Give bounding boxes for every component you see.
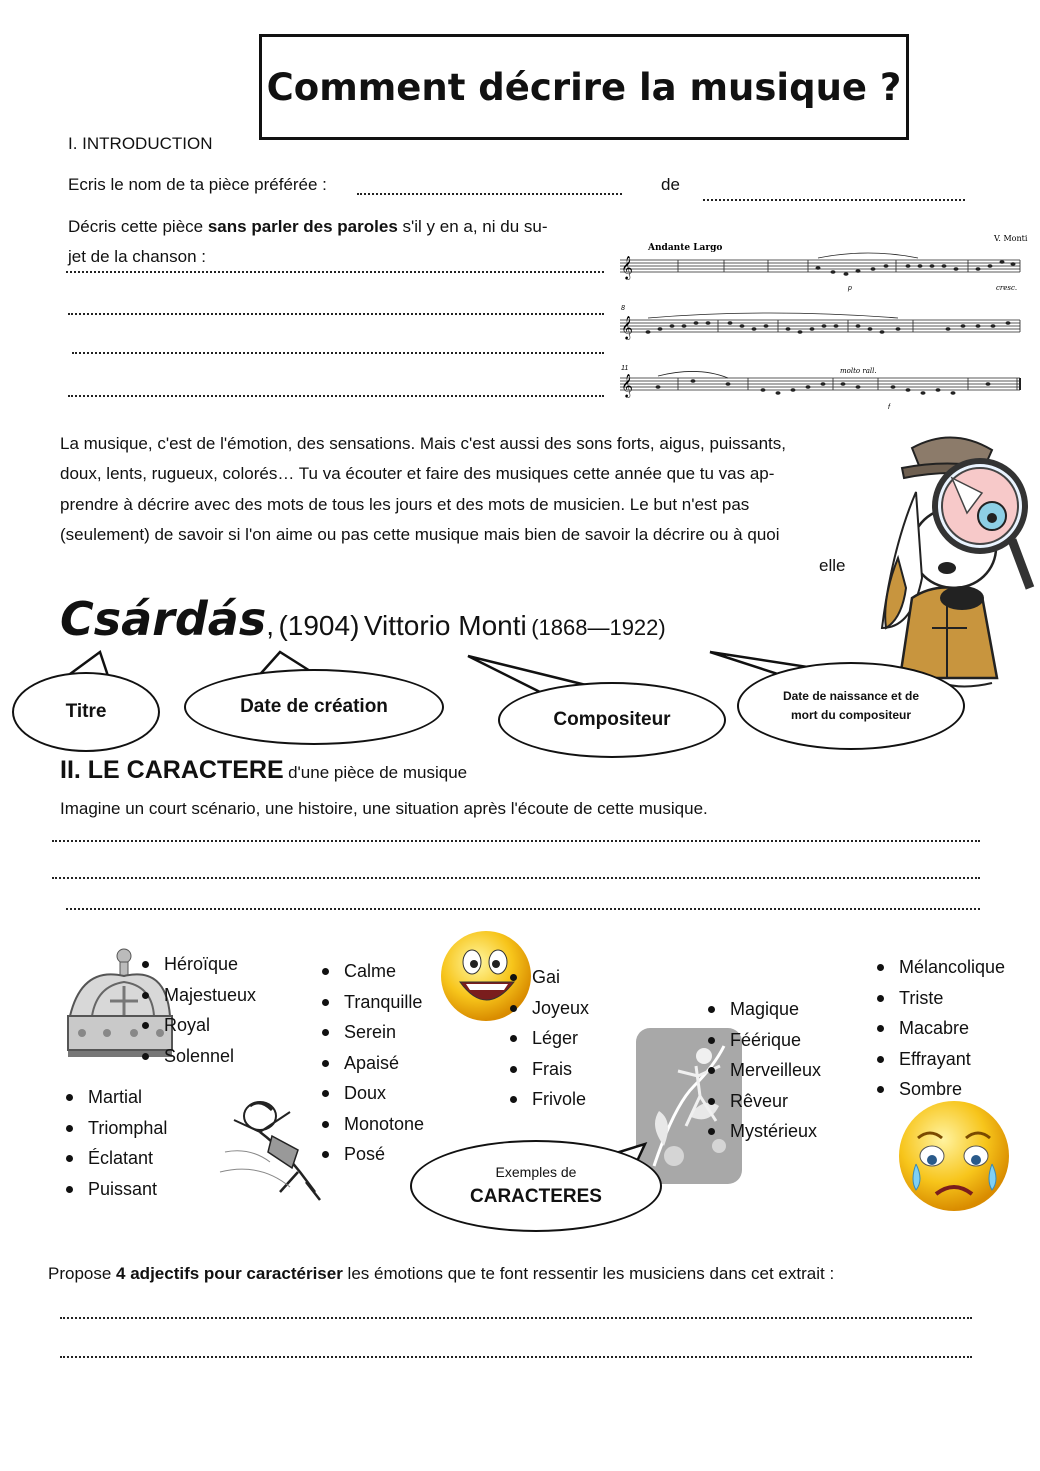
list-magique xyxy=(706,994,821,1147)
list-item: Macabre xyxy=(875,1013,1005,1044)
list-calme xyxy=(320,956,424,1170)
describe-line2: jet de la chanson : xyxy=(68,247,206,266)
section-caractere-heading xyxy=(60,756,467,785)
piece-dates: (1868—1922) xyxy=(531,615,666,640)
score-m8: 8 xyxy=(621,305,625,312)
fav-de: de xyxy=(661,175,680,194)
svg-text:𝄞: 𝄞 xyxy=(621,373,633,397)
propose-instruction xyxy=(48,1259,834,1289)
exemples-line2: CARACTERES xyxy=(470,1186,602,1207)
list-item: Frais xyxy=(508,1054,589,1085)
svg-text:𝄞: 𝄞 xyxy=(621,255,633,279)
list-item: Calme xyxy=(320,956,424,987)
exemples-bubble xyxy=(410,1140,662,1232)
scenario-line-2[interactable] xyxy=(52,877,980,879)
paragraph-line-2: doux, lents, rugueux, colorés… Tu va écouter et faire des musiques cette année que tu vas ap- xyxy=(60,464,775,483)
propose-part1: Propose xyxy=(48,1264,117,1283)
list-item: Féérique xyxy=(706,1025,821,1056)
list-heroique xyxy=(140,949,256,1071)
piece-year: (1904) xyxy=(278,610,360,641)
piece-composer: Vittorio Monti xyxy=(363,610,527,641)
crying-smiley-icon xyxy=(896,1098,1016,1216)
page-title: Comment décrire la musique ? xyxy=(266,65,902,109)
score-rall: molto rall. xyxy=(840,367,877,375)
list-item: Éclatant xyxy=(64,1143,167,1174)
paragraph-line-4: (seulement) de savoir si l'on aime ou pas cette musique mais bien de savoir la décrire ou à quoi xyxy=(60,525,780,544)
bubble-titre-label: Titre xyxy=(65,701,107,722)
caractere-heading: II. LE CARACTERE xyxy=(60,756,284,784)
scenario-line-3[interactable] xyxy=(66,908,980,910)
paragraph-line-3: prendre à décrire avec des mots de tous les jours et des mots de musicien. Le but n'est pas xyxy=(60,495,750,514)
fav-piece-field[interactable] xyxy=(357,193,622,195)
propose-bold: 4 adjectifs pour caractériser xyxy=(116,1264,343,1283)
adjectives-line-2[interactable] xyxy=(60,1356,972,1358)
fav-composer-field[interactable] xyxy=(703,199,965,201)
list-item: Effrayant xyxy=(875,1044,1005,1075)
exemples-line1: Exemples de xyxy=(495,1164,577,1180)
list-item: Héroïque xyxy=(140,949,256,980)
score-dyn-p: p xyxy=(848,285,852,292)
propose-part2: les émotions que te font ressentir les musiciens dans cet extrait : xyxy=(342,1264,835,1283)
score-dyn-f: f xyxy=(888,404,890,411)
list-item: Rêveur xyxy=(706,1086,821,1117)
score-cresc: cresc. xyxy=(996,284,1018,292)
desc-part2: s'il y en a, ni du su- xyxy=(397,217,548,236)
list-melancolique xyxy=(875,952,1005,1105)
fav-label: Ecris le nom de ta pièce préférée : xyxy=(68,175,327,194)
describe-line-1[interactable] xyxy=(66,271,604,273)
list-item: Doux xyxy=(320,1078,424,1109)
bubble-date-creation-label: Date de création xyxy=(240,696,388,717)
list-item: Joyeux xyxy=(508,993,589,1024)
list-item: Tranquille xyxy=(320,987,424,1018)
bubble-date-creation xyxy=(184,669,444,745)
list-item: Magique xyxy=(706,994,821,1025)
score-composer: V. Monti xyxy=(994,234,1028,243)
bubble-compositeur xyxy=(498,682,726,758)
list-item: Frivole xyxy=(508,1084,589,1115)
intro-heading: I. INTRODUCTION xyxy=(68,134,213,153)
list-item: Merveilleux xyxy=(706,1055,821,1086)
title-box xyxy=(259,34,909,140)
list-item: Monotone xyxy=(320,1109,424,1140)
list-item: Sombre xyxy=(875,1074,1005,1105)
piece-title: Csárdás xyxy=(60,592,267,646)
list-item: Gai xyxy=(508,962,589,993)
scenario-line-1[interactable] xyxy=(52,840,980,842)
describe-line-3[interactable] xyxy=(72,352,604,354)
list-item: Martial xyxy=(64,1082,167,1113)
list-martial xyxy=(64,1082,167,1204)
list-item: Serein xyxy=(320,1017,424,1048)
list-item: Léger xyxy=(508,1023,589,1054)
score-m11: 11 xyxy=(621,365,629,372)
list-item: Apaisé xyxy=(320,1048,424,1079)
desc-bold: sans parler des paroles xyxy=(207,217,398,236)
piece-comma: , xyxy=(266,610,274,641)
list-item: Royal xyxy=(140,1010,256,1041)
bubble-compositeur-label: Compositeur xyxy=(553,709,671,730)
list-item: Triste xyxy=(875,983,1005,1014)
list-gai xyxy=(508,962,589,1115)
svg-text:𝄞: 𝄞 xyxy=(621,315,633,339)
list-item: Mystérieux xyxy=(706,1116,821,1147)
list-item: Solennel xyxy=(140,1041,256,1072)
list-item: Posé xyxy=(320,1139,424,1170)
bubble-naissance xyxy=(737,662,965,750)
paragraph-line-5: elle xyxy=(819,556,846,575)
desc-part1: Décris cette pièce xyxy=(68,217,208,236)
bubble-naissance-label: Date de naissance et de mort du compositeur xyxy=(782,689,920,722)
caractere-instruction: Imagine un court scénario, une histoire, une situation après l'écoute de cette musique. xyxy=(60,799,708,818)
paragraph-line-1: La musique, c'est de l'émotion, des sensations. Mais c'est aussi des sons forts, aigus, puissants, xyxy=(60,434,786,453)
describe-instruction xyxy=(68,212,548,242)
bubble-titre xyxy=(12,672,160,752)
describe-line-2[interactable] xyxy=(68,313,604,315)
list-item: Puissant xyxy=(64,1174,167,1205)
describe-line-4[interactable] xyxy=(68,395,604,397)
adjectives-line-1[interactable] xyxy=(60,1317,972,1319)
list-item: Mélancolique xyxy=(875,952,1005,983)
caractere-sub: d'une pièce de musique xyxy=(288,763,468,782)
piece-line xyxy=(60,592,666,646)
music-score xyxy=(618,228,1028,414)
list-item: Majestueux xyxy=(140,980,256,1011)
list-item: Triomphal xyxy=(64,1113,167,1144)
score-tempo: Andante Largo xyxy=(648,243,723,253)
